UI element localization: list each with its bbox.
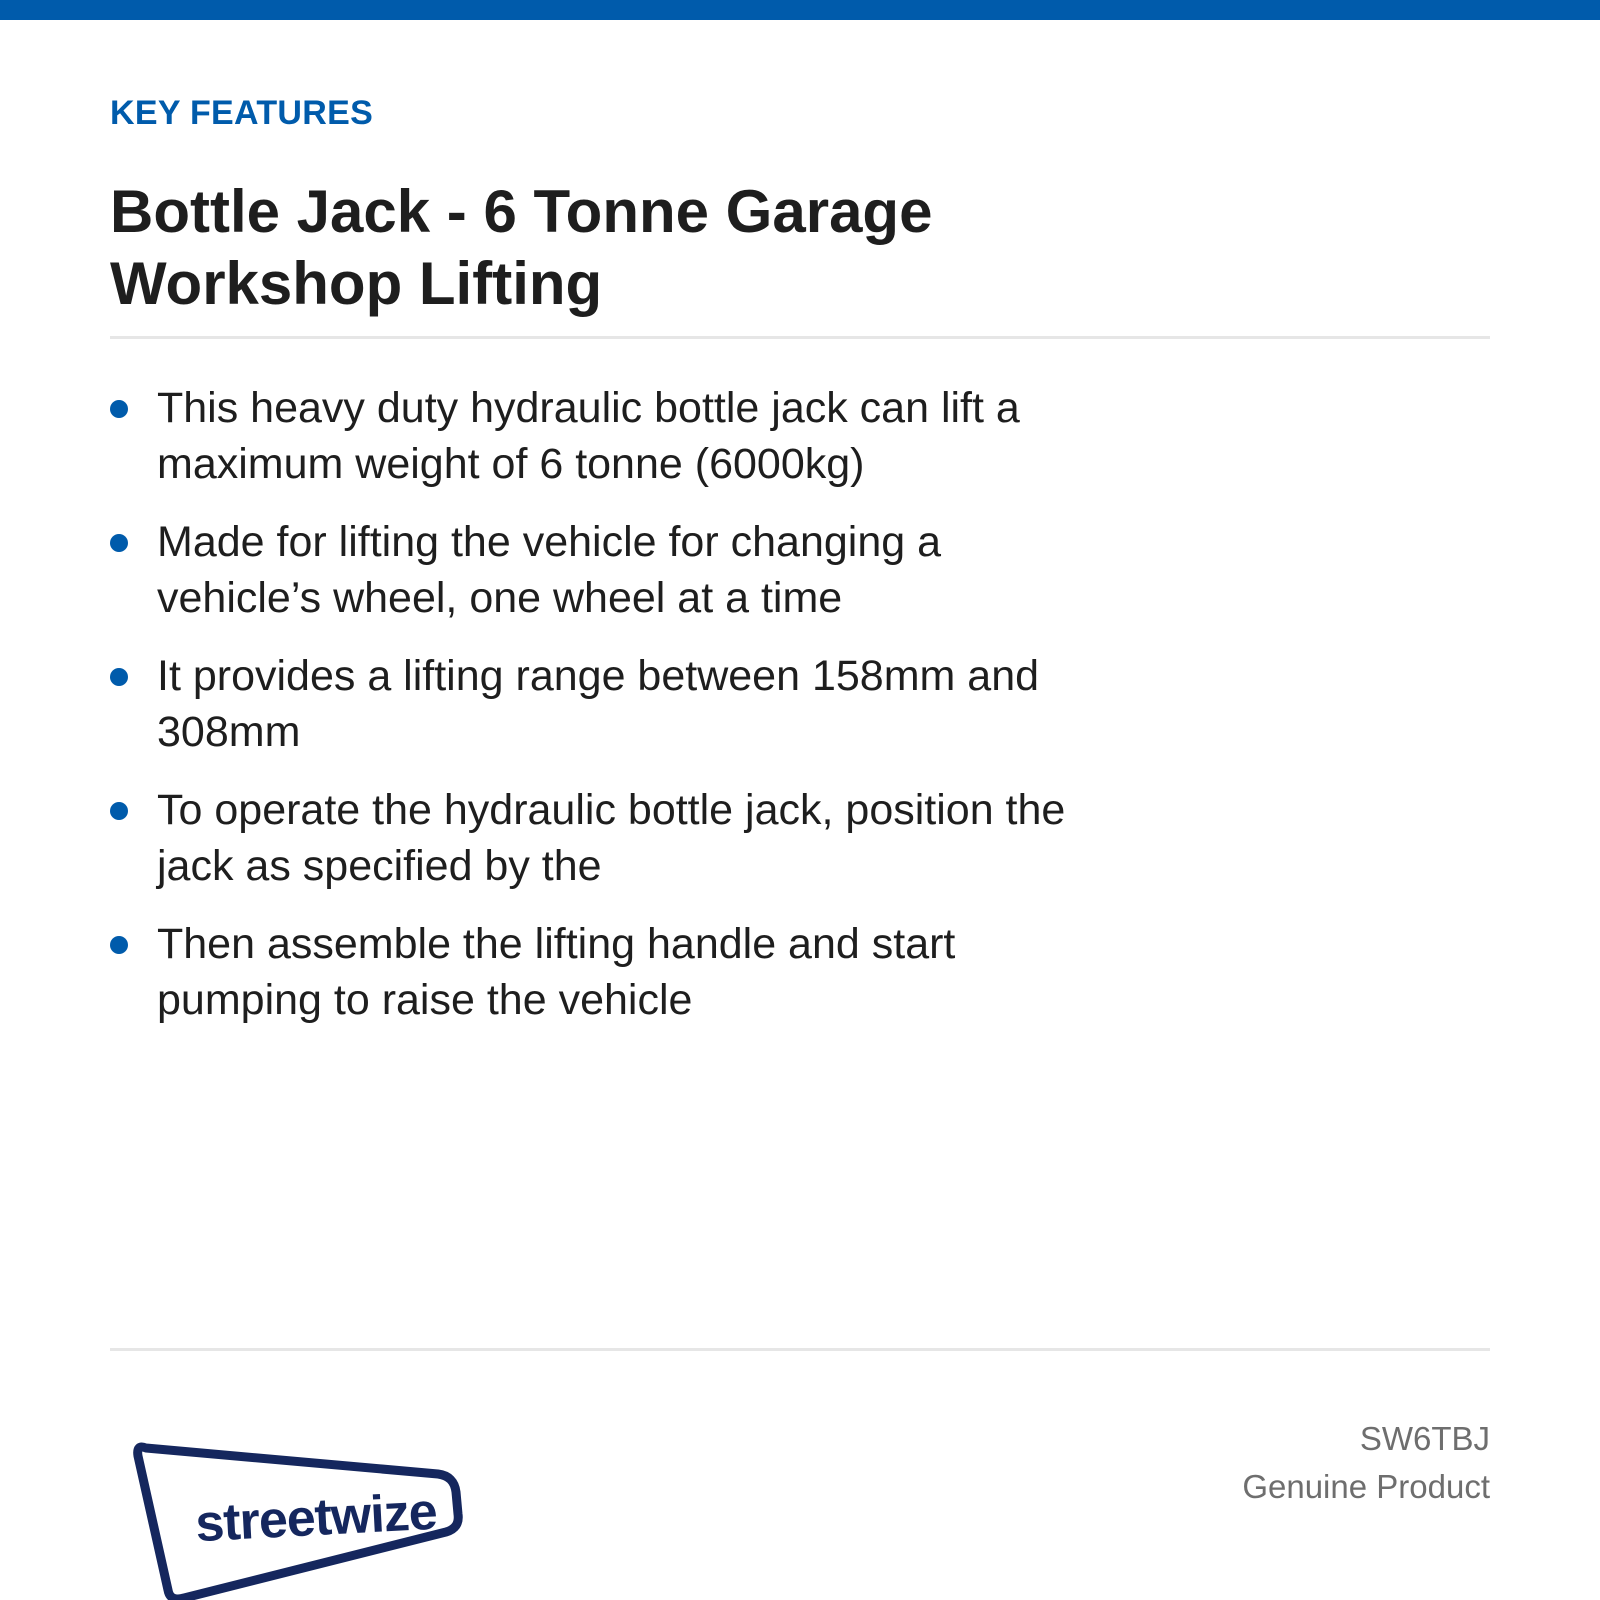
genuine-product-label: Genuine Product (1242, 1468, 1490, 1505)
product-sku: SW6TBJ (1359, 1420, 1490, 1457)
section-label: KEY FEATURES (110, 94, 374, 132)
feature-list (110, 380, 1070, 1050)
bullet-icon (110, 936, 128, 954)
bullet-icon (110, 534, 128, 552)
bullet-icon (110, 668, 128, 686)
feature-item (110, 916, 1070, 1028)
feature-text: Made for lifting the vehicle for changing a vehicle’s wheel, one wheel at a time (157, 518, 942, 622)
feature-item (110, 648, 1070, 760)
bullet-icon (110, 400, 128, 418)
feature-text: This heavy duty hydraulic bottle jack can lift a maximum weight of 6 tonne (6000kg) (157, 384, 1020, 488)
top-accent-bar (0, 0, 1600, 20)
feature-item (110, 782, 1070, 894)
feature-text: It provides a lifting range between 158mm and 308mm (157, 652, 1040, 756)
product-title: Bottle Jack - 6 Tonne Garage Workshop Lifting (110, 178, 933, 317)
bullet-icon (110, 802, 128, 820)
feature-text: To operate the hydraulic bottle jack, position the jack as specified by the (157, 786, 1066, 890)
feature-text: Then assemble the lifting handle and start pumping to raise the vehicle (157, 920, 956, 1024)
title-divider (110, 336, 1490, 339)
streetwize-logo (128, 1430, 488, 1600)
footer-divider (110, 1348, 1490, 1351)
logo-wordmark: streetwize (193, 1482, 439, 1554)
feature-item (110, 514, 1070, 626)
feature-item (110, 380, 1070, 492)
